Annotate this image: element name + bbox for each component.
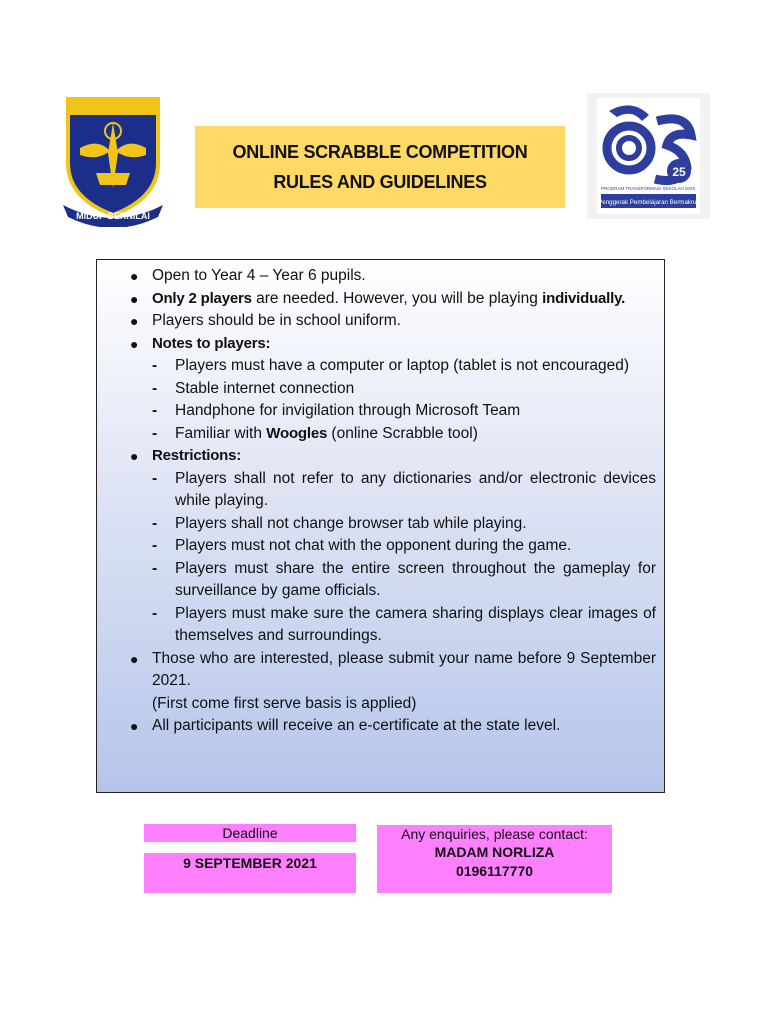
ts25-icon xyxy=(587,93,710,219)
note-item: - Familiar with Woogles (online Scrabble tool) xyxy=(97,423,664,446)
bullet-icon: ● xyxy=(130,335,139,352)
bullet-icon: ● xyxy=(130,448,139,464)
title-line-1: ONLINE SCRABBLE COMPETITION xyxy=(232,142,528,162)
deadline-label: Deadline xyxy=(144,824,356,842)
rule-uniform: ● Players should be in school uniform. xyxy=(97,310,664,333)
bullet-icon: ● xyxy=(130,313,139,329)
contact-name: MADAM NORLIZA xyxy=(434,844,555,860)
rule-restrictions-heading: ● Restrictions: xyxy=(97,445,664,468)
note-item: - Stable internet connection xyxy=(97,378,664,401)
dash-icon: - xyxy=(152,537,158,554)
ts25-number: 25 xyxy=(672,165,686,179)
bullet-icon: ● xyxy=(130,650,139,667)
dash-icon: - xyxy=(152,402,158,419)
rule-notes-heading: ● Notes to players: xyxy=(97,333,664,356)
rule-eligibility: ● Open to Year 4 – Year 6 pupils. xyxy=(97,265,664,288)
bullet-icon: ● xyxy=(130,268,139,284)
rule-submit-note: (First come first serve basis is applied) xyxy=(152,694,417,712)
dash-icon: - xyxy=(152,559,158,577)
crest-motto: MIDUP BERNILAI xyxy=(76,211,150,221)
dash-icon: - xyxy=(152,514,158,532)
title-banner xyxy=(195,126,565,208)
rules-panel xyxy=(96,259,665,793)
note-item: - Handphone for invigilation through Microsoft Team xyxy=(97,400,664,423)
dash-icon: - xyxy=(152,357,158,374)
dash-icon: - xyxy=(152,469,158,487)
bullet-icon: ● xyxy=(130,718,139,734)
rules-list xyxy=(97,265,664,738)
bullet-icon: ● xyxy=(130,290,139,307)
note-item: - Players must have a computer or laptop (tablet is not encouraged) xyxy=(97,355,664,378)
restriction-item: - Players shall not refer to any dictionaries and/or electronic devices while playing. xyxy=(152,469,656,509)
ts25-caption: Penggerak Pembelajaran Bermakna xyxy=(598,199,698,206)
ts25-logo xyxy=(587,93,710,219)
dash-icon: - xyxy=(152,424,158,442)
dash-icon: - xyxy=(152,379,158,397)
restriction-item: - Players must not chat with the opponent during the game. xyxy=(97,535,664,558)
contact-box xyxy=(377,825,612,893)
crest-icon xyxy=(58,93,168,227)
restriction-item: - Players must make sure the camera sharing displays clear images of themselves and surroundings. xyxy=(152,604,656,644)
contact-phone: 0196117770 xyxy=(455,863,534,879)
title-line-2: RULES AND GUIDELINES xyxy=(273,172,487,192)
contact-label: Any enquiries, please contact: xyxy=(401,826,588,842)
dash-icon: - xyxy=(152,604,158,622)
deadline-date: 9 SEPTEMBER 2021 xyxy=(144,853,356,893)
ts25-small-caption: PROGRAM TRANSFORMASI SEKOLAH 2025 xyxy=(601,186,695,191)
rule-submit: ● Those who are interested, please submit your name before 9 September 2021. xyxy=(130,649,656,689)
restriction-item: - Players must share the entire screen throughout the gameplay for surveillance by game officials. xyxy=(152,559,656,599)
rule-certificate: ● All participants will receive an e-certificate at the state level. xyxy=(97,715,664,738)
school-crest-logo xyxy=(58,93,168,227)
rule-players: ● Only 2 players are needed. However, you will be playing individually. xyxy=(97,288,664,311)
restriction-item: - Players shall not change browser tab while playing. xyxy=(97,513,664,536)
